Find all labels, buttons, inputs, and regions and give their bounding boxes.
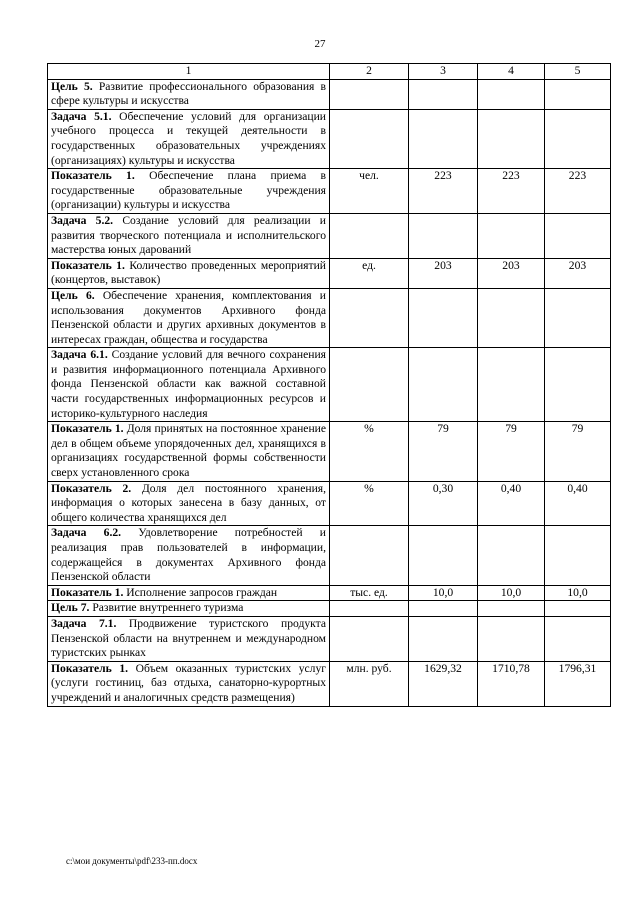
indicator-table — [47, 63, 611, 707]
row-label: Показатель 2. — [51, 481, 132, 495]
value-cell — [409, 526, 478, 585]
row-label: Показатель 1. — [51, 169, 135, 183]
value-cell: 203 — [409, 258, 478, 288]
unit-cell — [330, 79, 409, 109]
row-text: Исполнение запросов граждан — [126, 585, 278, 599]
value-cell: 223 — [409, 169, 478, 214]
table-row — [48, 213, 611, 258]
value-cell — [478, 109, 545, 168]
value-cell: 223 — [478, 169, 545, 214]
table-header-row — [48, 64, 611, 80]
value-cell — [545, 79, 611, 109]
unit-cell: млн. руб. — [330, 661, 409, 706]
value-cell — [545, 348, 611, 422]
table-row — [48, 109, 611, 168]
value-cell — [409, 616, 478, 661]
value-cell — [409, 348, 478, 422]
unit-cell — [330, 288, 409, 347]
row-text: Создание условий для реализации и развития творческого потенциала и исполнительского мастерства юных дарований — [51, 213, 326, 257]
row-label: Показатель 1. — [51, 258, 125, 272]
value-cell: 10,0 — [478, 585, 545, 601]
value-cell: 203 — [545, 258, 611, 288]
row-description — [48, 258, 330, 288]
table-row — [48, 526, 611, 585]
row-text: Создание условий для вечного сохранения и развития информационного потенциала Архивного фонда Пензенской области как важной составной части государственных информационных ресурсов и историко-культурного наследия — [51, 348, 326, 420]
row-description — [48, 526, 330, 585]
row-text: Развитие профессионального образования в сфере культуры и искусства — [51, 79, 326, 108]
row-description — [48, 616, 330, 661]
unit-cell — [330, 601, 409, 617]
value-cell — [478, 213, 545, 258]
row-label: Показатель 1. — [51, 422, 124, 436]
file-path-footer: c:\мои документы\pdf\233-пп.docx — [66, 856, 198, 866]
column-header: 3 — [409, 64, 478, 80]
column-header: 1 — [48, 64, 330, 80]
page-number: 27 — [314, 38, 326, 50]
row-description — [48, 348, 330, 422]
table-row — [48, 601, 611, 617]
row-description — [48, 169, 330, 214]
row-label: Задача 7.1. — [51, 616, 117, 630]
row-text: Обеспечение условий для организации учебного процесса и текущей деятельности в государственных образовательных учреждениях (организациях) культуры и искусства — [51, 109, 326, 167]
row-label: Цель 6. — [51, 288, 95, 302]
value-cell: 1796,31 — [545, 661, 611, 706]
value-cell: 10,0 — [409, 585, 478, 601]
value-cell — [409, 109, 478, 168]
row-description — [48, 661, 330, 706]
table-row — [48, 169, 611, 214]
unit-cell — [330, 616, 409, 661]
table-row — [48, 481, 611, 526]
value-cell: 79 — [478, 422, 545, 481]
row-text: Развитие внутреннего туризма — [92, 601, 244, 615]
value-cell — [409, 79, 478, 109]
unit-cell: тыс. ед. — [330, 585, 409, 601]
row-description — [48, 79, 330, 109]
value-cell — [409, 213, 478, 258]
unit-cell: % — [330, 422, 409, 481]
value-cell — [478, 601, 545, 617]
row-text: Количество проведенных мероприятий (концертов, выставок) — [51, 258, 326, 287]
column-header: 4 — [478, 64, 545, 80]
value-cell — [545, 526, 611, 585]
value-cell — [545, 288, 611, 347]
value-cell: 1629,32 — [409, 661, 478, 706]
table-row — [48, 661, 611, 706]
value-cell: 203 — [478, 258, 545, 288]
unit-cell — [330, 109, 409, 168]
table-row — [48, 288, 611, 347]
table-row — [48, 585, 611, 601]
value-cell — [478, 288, 545, 347]
value-cell — [409, 601, 478, 617]
column-header: 5 — [545, 64, 611, 80]
row-text: Объем оказанных туристских услуг (услуги гостиниц, баз отдыха, санаторно-курортных учреждений и аналогичных средств размещения) — [51, 661, 327, 704]
row-text: Удовлетворение потребностей и реализация прав пользователей в информации, содержащейся в документах Архивного фонда Пензенской области — [51, 526, 326, 584]
unit-cell — [330, 348, 409, 422]
row-label: Задача 6.1. — [51, 348, 108, 362]
row-text: Обеспечение хранения, комплектования и использования документов Архивного фонда Пензенской области и других архивных документов в интересах граждан, общества и государства — [51, 288, 326, 346]
value-cell — [545, 616, 611, 661]
unit-cell — [330, 213, 409, 258]
value-cell — [545, 109, 611, 168]
value-cell — [409, 288, 478, 347]
value-cell — [478, 526, 545, 585]
value-cell: 0,40 — [545, 481, 611, 526]
unit-cell: % — [330, 481, 409, 526]
value-cell: 0,40 — [478, 481, 545, 526]
table-row — [48, 258, 611, 288]
value-cell: 223 — [545, 169, 611, 214]
row-description — [48, 213, 330, 258]
value-cell: 10,0 — [545, 585, 611, 601]
table-row — [48, 348, 611, 422]
row-label: Задача 5.1. — [51, 109, 112, 123]
value-cell — [545, 601, 611, 617]
value-cell: 1710,78 — [478, 661, 545, 706]
row-label: Цель 5. — [51, 79, 93, 93]
unit-cell: ед. — [330, 258, 409, 288]
row-description — [48, 585, 330, 601]
value-cell: 0,30 — [409, 481, 478, 526]
row-description — [48, 481, 330, 526]
row-text: Продвижение туристского продукта Пензенской области на внутреннем и международном туристских рынках — [51, 616, 326, 660]
table-row — [48, 616, 611, 661]
row-description — [48, 109, 330, 168]
table-row — [48, 79, 611, 109]
value-cell: 79 — [409, 422, 478, 481]
row-description — [48, 288, 330, 347]
row-label: Показатель 1. — [51, 585, 124, 599]
row-label: Задача 5.2. — [51, 213, 114, 227]
row-label: Цель 7. — [51, 601, 90, 615]
value-cell — [478, 79, 545, 109]
value-cell — [545, 213, 611, 258]
value-cell: 79 — [545, 422, 611, 481]
column-header: 2 — [330, 64, 409, 80]
row-description — [48, 422, 330, 481]
row-label: Показатель 1. — [51, 661, 129, 675]
table-row — [48, 422, 611, 481]
unit-cell: чел. — [330, 169, 409, 214]
row-text: Доля дел постоянного хранения, информация о которых занесена в базу данных, от общего количества хранящихся дел — [51, 481, 327, 524]
row-text: Обеспечение плана приема в государственные образовательные учреждения (организации) культуры и искусства — [51, 169, 327, 212]
unit-cell — [330, 526, 409, 585]
row-text: Доля принятых на постоянное хранение дел в общем объеме упорядоченных дел, хранящихся в организациях государственной формы собственности сверх установленного срока — [51, 422, 326, 480]
value-cell — [478, 348, 545, 422]
value-cell — [478, 616, 545, 661]
row-label: Задача 6.2. — [51, 526, 122, 540]
row-description — [48, 601, 330, 617]
